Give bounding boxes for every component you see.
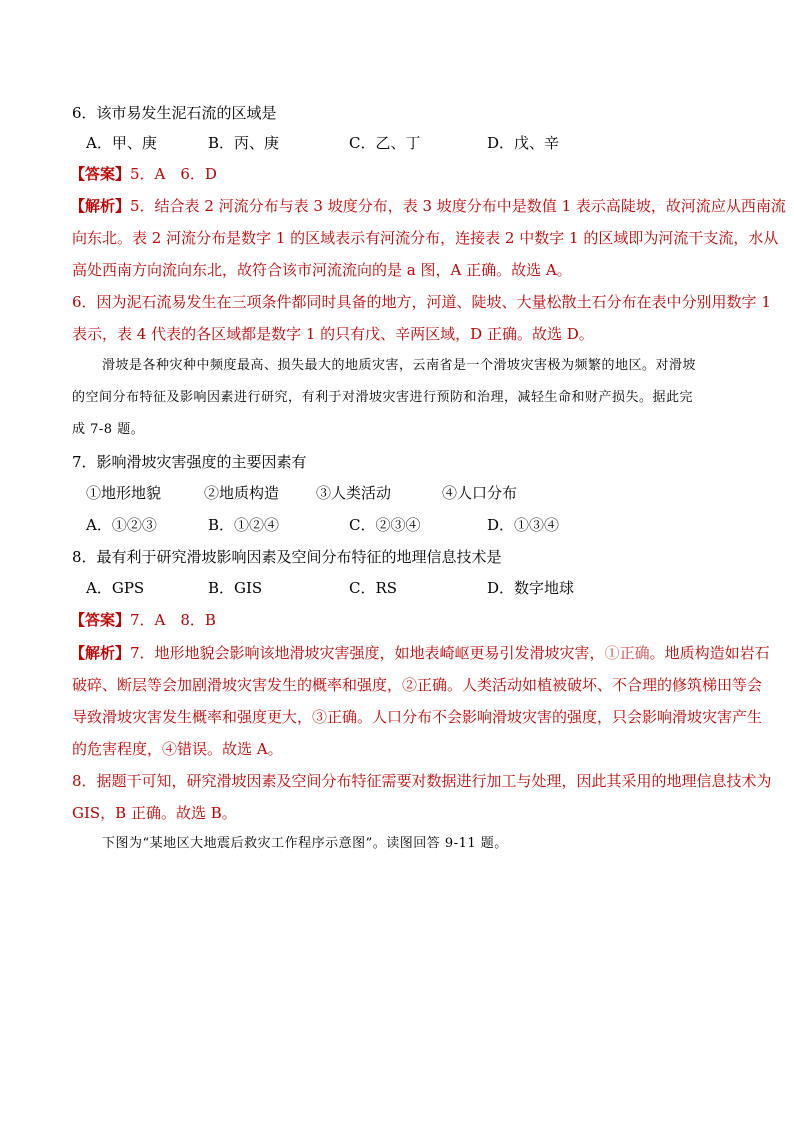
explanation-78-line-3: 导致滑坡灾害发生概率和强度更大，③正确。人口分布不会影响滑坡灾害的强度，只会影响滑坡灾害产生 bbox=[72, 708, 763, 726]
q7-stem: 7．影响滑坡灾害强度的主要因素有 bbox=[72, 453, 307, 471]
explanation-56-line-1 bbox=[70, 196, 786, 216]
explanation-56-line-3: 高处西南方向流向东北，故符合该市河流流向的是 a 图，A 正确。故选 A。 bbox=[72, 261, 572, 279]
explanation-78-line-5: 8．据题干可知，研究滑坡因素及空间分布特征需要对数据进行加工与处理，因此其采用的地理信息技术为 bbox=[72, 772, 772, 790]
explanation-tag: 【解析】 bbox=[70, 197, 131, 215]
answer-tag: 【答案】 bbox=[70, 165, 131, 183]
q6-option-d: D．戊、辛 bbox=[487, 134, 560, 152]
q8-option-c: C．RS bbox=[349, 579, 398, 597]
q7-option-b: B．①②④ bbox=[208, 516, 280, 534]
q7-item-4: ④人口分布 bbox=[442, 484, 518, 502]
explanation-78-line-2: 破碎、断层等会加剧滑坡灾害发生的概率和强度，②正确。人类活动如植被破坏、不合理的修筑梯田等会 bbox=[72, 676, 763, 694]
passage-78-line-1: 滑坡是各种灾种中频度最高、损失最大的地质灾害，云南省是一个滑坡灾害极为频繁的地区。对滑坡 bbox=[102, 358, 697, 373]
q6-stem: 6．该市易发生泥石流的区域是 bbox=[72, 104, 277, 122]
explanation-text: 7．地形地貌会影响该地滑坡灾害强度，如地表崎岖更易引发滑坡灾害， bbox=[130, 644, 605, 662]
answer-text: 5．A 6．D bbox=[130, 165, 217, 183]
q6-option-c: C．乙、丁 bbox=[349, 134, 421, 152]
explanation-78-line-6: GIS，B 正确。故选 B。 bbox=[72, 804, 237, 822]
answer-78 bbox=[70, 610, 216, 630]
answer-text: 7．A 8．B bbox=[130, 611, 216, 629]
q7-item-1: ①地形地貌 bbox=[86, 484, 162, 502]
explanation-text: 5．结合表 2 河流分布与表 3 坡度分布，表 3 坡度分布中是数值 1 表示高陡坡，故河流应从西南流 bbox=[130, 197, 786, 215]
explanation-56-line-4: 6．因为泥石流易发生在三项条件都同时具备的地方，河道、陡坡、大量松散土石分布在表中分别用数字 1 bbox=[72, 293, 771, 311]
q8-option-b: B．GIS bbox=[208, 579, 263, 597]
explanation-56-line-2: 向东北。表 2 河流分布是数字 1 的区域表示有河流分布，连接表 2 中数字 1 的区域即为河流干支流，水从 bbox=[72, 229, 779, 247]
passage-78-line-2: 的空间分布特征及影响因素进行研究，有利于对滑坡灾害进行预防和治理，减轻生命和财产损失。据此完 bbox=[72, 390, 694, 405]
explanation-text-tail: 。地质构造如岩石 bbox=[649, 644, 770, 662]
explanation-tag: 【解析】 bbox=[70, 644, 131, 662]
q7-option-d: D．①③④ bbox=[487, 516, 560, 534]
q6-option-a: A．甲、庚 bbox=[86, 134, 157, 152]
q8-option-d: D．数字地球 bbox=[487, 579, 575, 597]
q7-option-a: A．①②③ bbox=[86, 516, 157, 534]
answer-tag: 【答案】 bbox=[70, 611, 131, 629]
q8-option-a: A．GPS bbox=[86, 579, 145, 597]
explanation-highlight: ①正确 bbox=[604, 644, 650, 662]
passage-911-line-1: 下图为“某地区大地震后救灾工作程序示意图”。读图回答 9-11 题。 bbox=[102, 836, 508, 851]
answer-56 bbox=[70, 164, 217, 184]
explanation-78-line-1 bbox=[70, 643, 770, 663]
q6-option-b: B．丙、庚 bbox=[208, 134, 280, 152]
explanation-56-line-5: 表示，表 4 代表的各区域都是数字 1 的只有戊、辛两区域，D 正确。故选 D。 bbox=[72, 325, 594, 343]
passage-78-line-3: 成 7-8 题。 bbox=[72, 422, 145, 437]
q7-item-2: ②地质构造 bbox=[204, 484, 280, 502]
q8-stem: 8．最有利于研究滑坡影响因素及空间分布特征的地理信息技术是 bbox=[72, 548, 502, 566]
q7-option-c: C．②③④ bbox=[349, 516, 421, 534]
explanation-78-line-4: 的危害程度，④错误。故选 A。 bbox=[72, 740, 283, 758]
q7-item-3: ③人类活动 bbox=[316, 484, 392, 502]
